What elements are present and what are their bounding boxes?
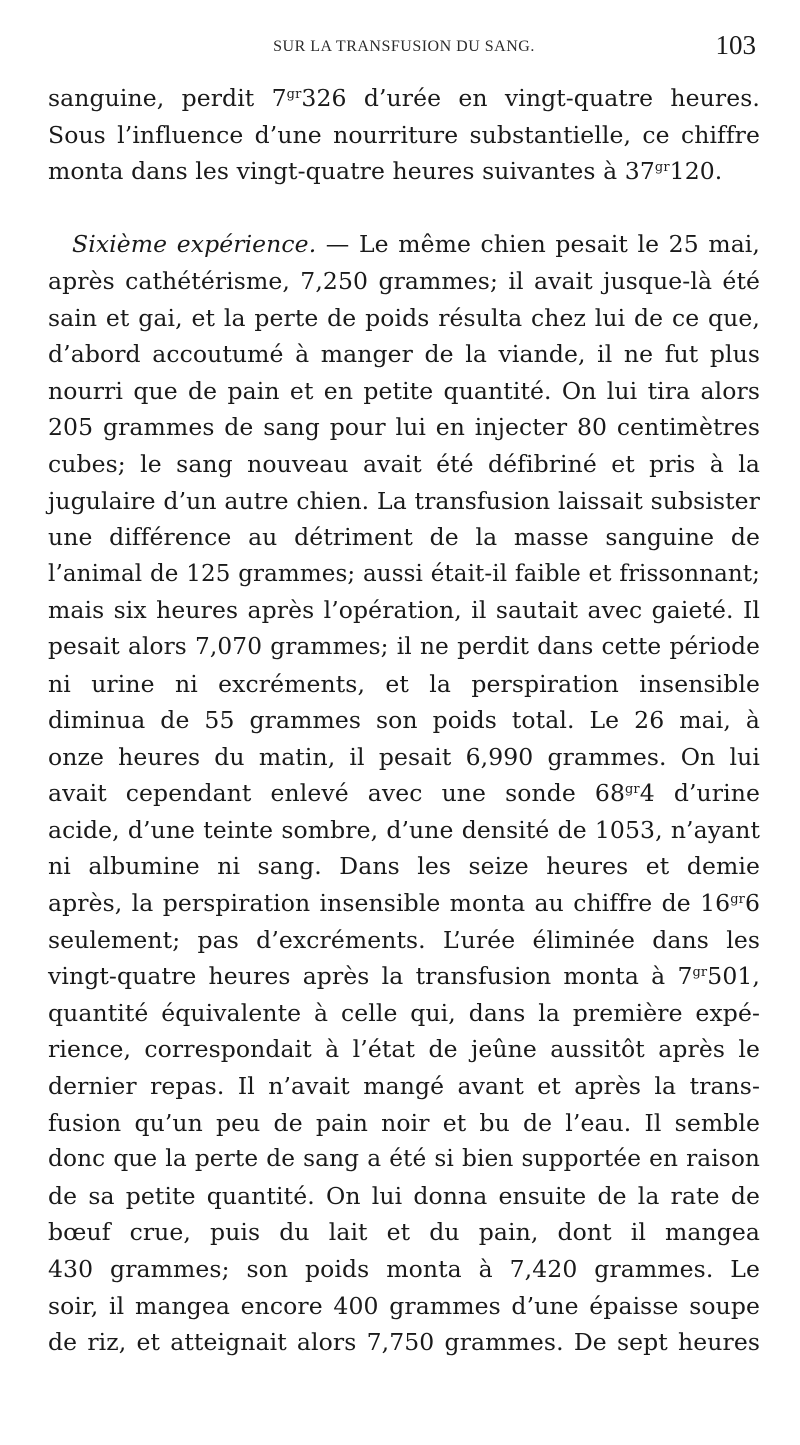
paragraph-spacer — [48, 190, 760, 227]
text-line: ni albumine ni sang. Dans les seize heures et demie — [48, 852, 760, 881]
text-line: bœuf crue, puis du lait et du pain, dont il mangea — [48, 1218, 760, 1247]
text-line: dernier repas. Il n’avait mangé avant et après la trans- — [48, 1072, 760, 1101]
text-line: pesait alors 7,070 grammes; il ne perdit dans cette période — [48, 632, 760, 660]
text-line: l’animal de 125 grammes; aussi était-il faible et frissonnant; — [48, 560, 760, 587]
text-line: sain et gai, et la perte de poids résulta chez lui de ce que, — [48, 303, 760, 332]
text-line: nourri que de pain et en petite quantité. On lui tira alors — [48, 376, 760, 405]
text-line: d’abord accoutumé à manger de la viande, il ne fut plus — [48, 340, 760, 369]
text-line: cubes; le sang nouveau avait été défibriné et pris à la — [48, 449, 760, 478]
text-line: une différence au détriment de la masse sanguine de — [48, 523, 760, 552]
text-line: avait cependant enlevé avec une sonde $68^{gr}4$ d’urine — [48, 779, 760, 808]
text-line: ni urine ni excréments, et la perspiration insensible — [48, 669, 760, 698]
text-line: seulement; pas d’excréments. L’urée éliminée dans les — [48, 925, 760, 954]
text-line: mais six heures après l’opération, il sautait avec gaieté. Il — [48, 596, 760, 625]
text-line: monta dans les vingt-quatre heures suivantes à $37^{gr}120$. — [48, 157, 723, 186]
text-line: rience, correspondait à l’état de jeûne aussitôt après le — [48, 1035, 760, 1064]
text-line: 205 grammes de sang pour lui en injecter 80 centimètres — [48, 413, 760, 442]
body-text — [48, 80, 760, 1361]
section-heading: Sixième expérience. — [72, 230, 317, 259]
text-line: de riz, et atteignait alors 7,750 grammes. De sept heures — [48, 1328, 760, 1357]
text-line: quantité équivalente à celle qui, dans la première expé- — [48, 998, 760, 1027]
text-line: vingt-quatre heures après la transfusion monta à $7^{gr}501$, — [48, 962, 760, 991]
page-number: 103 — [715, 30, 756, 60]
text-line: Sous l’influence d’une nourriture substantielle, ce chiffre — [48, 120, 760, 149]
text-line: donc que la perte de sang a été si bien supportée en raison — [48, 1145, 760, 1173]
text-line: soir, il mangea encore 400 grammes d’une épaisse soupe — [48, 1291, 760, 1320]
running-head: SUR LA TRANSFUSION DU SANG. — [273, 38, 535, 55]
text-line: fusion qu’un peu de pain noir et bu de l’eau. Il semble — [48, 1108, 760, 1137]
text-line: après cathétérisme, 7,250 grammes; il avait jusque-là été — [48, 266, 760, 295]
text-line: 430 grammes; son poids monta à 7,420 grammes. Le — [48, 1255, 760, 1283]
text-line: onze heures du matin, il pesait 6,990 grammes. On lui — [48, 742, 760, 771]
text-line: sanguine, perdit $7^{gr}326$ d’urée en vingt-quatre heures. — [48, 84, 760, 112]
text-line: jugulaire d’un autre chien. La transfusion laissait subsister — [48, 486, 760, 515]
text-line: diminua de 55 grammes son poids total. Le 26 mai, à — [48, 706, 760, 735]
text-line: acide, d’une teinte sombre, d’une densité de 1053, n’ayant — [48, 815, 760, 844]
text-line: après, la perspiration insensible monta au chiffre de $16^{gr}6$ — [48, 889, 760, 918]
text-line: Sixième expérience. — Le même chien pesait le 25 mai, — [72, 230, 760, 259]
text-line: de sa petite quantité. On lui donna ensuite de la rate de — [48, 1181, 760, 1210]
page-header — [48, 30, 760, 70]
